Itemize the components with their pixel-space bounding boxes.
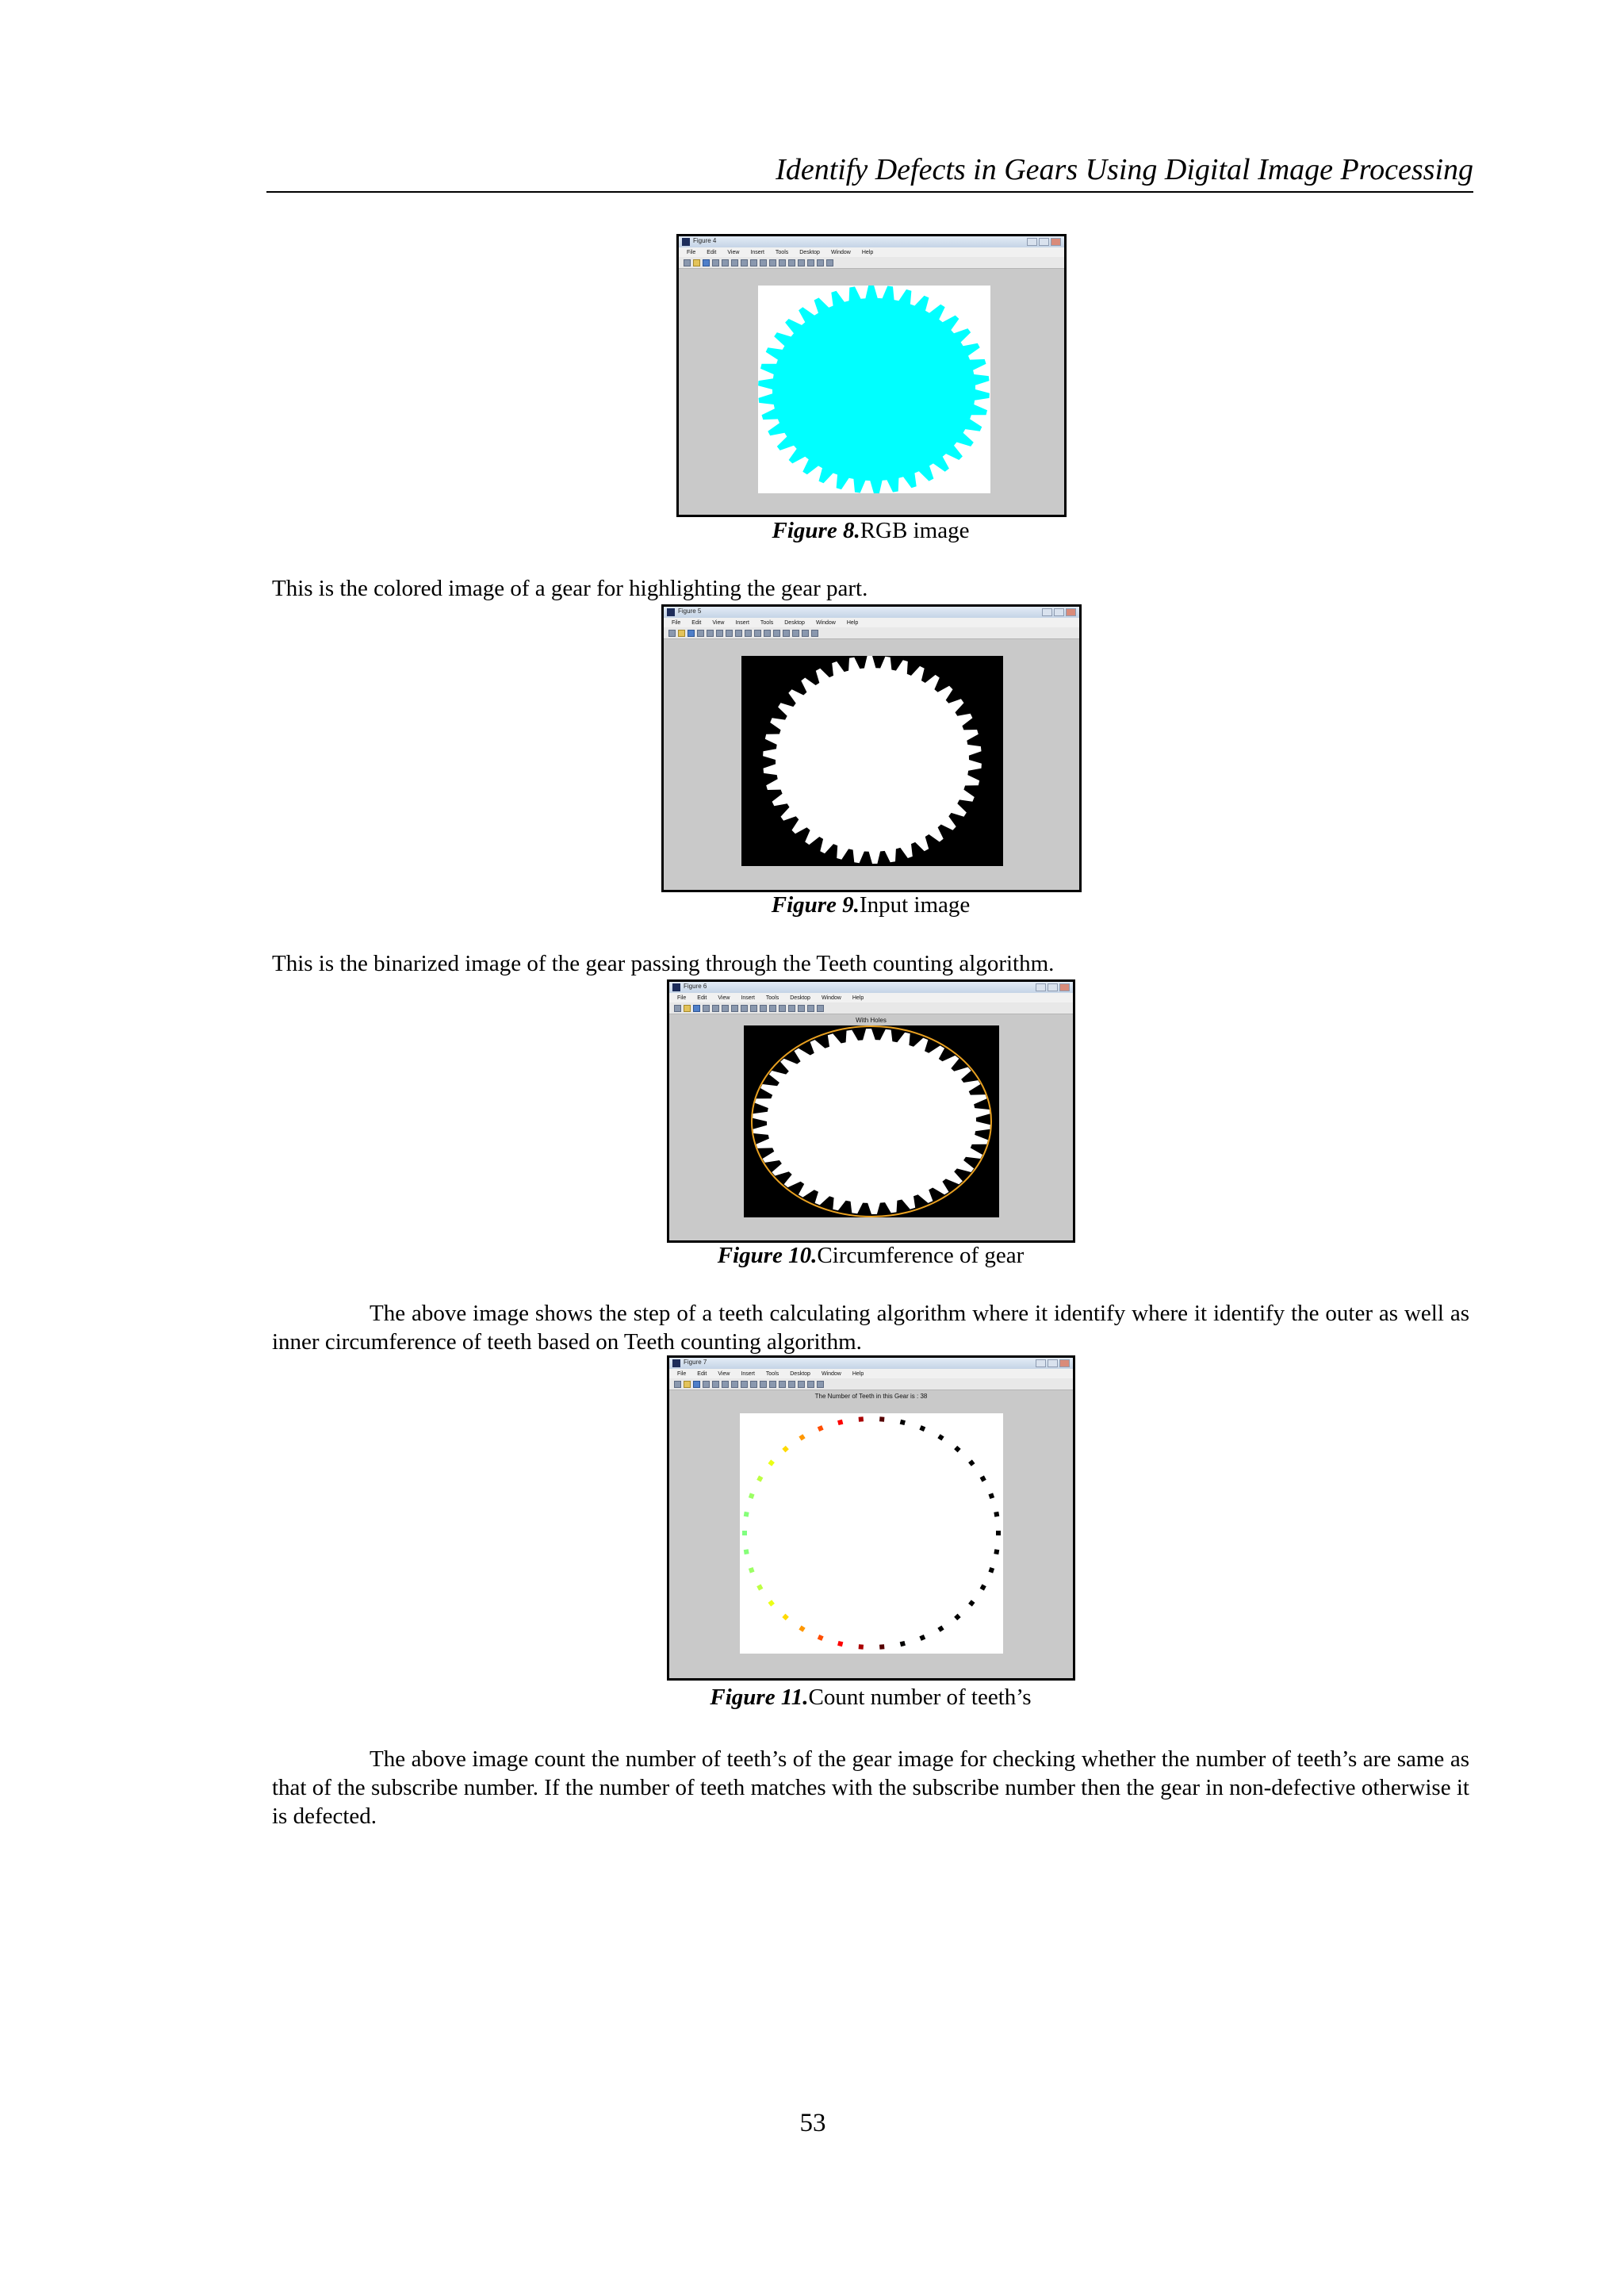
- open-folder-icon: [684, 1381, 691, 1388]
- figure-9-caption: [772, 892, 971, 918]
- hide-tools-icon: [807, 1005, 814, 1012]
- tooth-marker: [768, 1600, 774, 1606]
- gear-shape: [763, 656, 982, 864]
- rotate-icon: [760, 259, 767, 266]
- figure-10-gear: [744, 1025, 999, 1217]
- menu-help: Help: [846, 619, 859, 626]
- print-icon: [697, 630, 704, 637]
- menu-view: View: [718, 995, 730, 1001]
- tooth-marker: [818, 1425, 824, 1432]
- brush-icon: [764, 630, 771, 637]
- brush-icon: [769, 1381, 776, 1388]
- link-icon: [773, 630, 780, 637]
- tooth-marker: [782, 1614, 788, 1620]
- link-icon: [779, 1381, 786, 1388]
- link-icon: [779, 1005, 786, 1012]
- colorbar-icon: [783, 630, 790, 637]
- print-icon: [712, 259, 719, 266]
- tooth-marker: [996, 1531, 1001, 1535]
- save-icon: [688, 630, 695, 637]
- show-tools-icon: [826, 259, 833, 266]
- show-tools-icon: [817, 1005, 824, 1012]
- menu-file: File: [677, 995, 687, 1001]
- gear-shape: [758, 286, 990, 493]
- minimize-icon: [1027, 238, 1037, 246]
- header-rule: [266, 191, 1473, 193]
- paragraph-1: This is the colored image of a gear for highlighting the gear part.: [272, 576, 868, 601]
- open-folder-icon: [678, 630, 685, 637]
- zoom-in-icon: [731, 259, 738, 266]
- toolbar: [679, 257, 1064, 269]
- tooth-marker: [749, 1493, 755, 1499]
- figure-8-label: Figure 8.: [772, 518, 860, 543]
- menu-tools: Tools: [775, 249, 789, 255]
- open-folder-icon: [684, 1005, 691, 1012]
- tooth-marker: [980, 1584, 986, 1590]
- show-tools-icon: [817, 1381, 824, 1388]
- figure-9-window: [661, 604, 1082, 892]
- minimize-icon: [1042, 608, 1052, 616]
- legend-icon: [792, 630, 799, 637]
- menu-view: View: [718, 1370, 730, 1377]
- window-titlebar: [679, 236, 1064, 247]
- figure-11-caption: [710, 1685, 1031, 1711]
- tooth-marker: [954, 1446, 960, 1452]
- figure-8-window: [676, 234, 1067, 517]
- window-title: Figure 4: [693, 237, 717, 244]
- matlab-icon: [667, 608, 675, 616]
- matlab-icon: [672, 1359, 680, 1367]
- tooth-marker: [988, 1567, 994, 1573]
- menu-tools: Tools: [765, 1370, 779, 1377]
- brush-icon: [769, 1005, 776, 1012]
- menu-bar: [669, 993, 1073, 1002]
- menu-desktop: Desktop: [790, 995, 810, 1001]
- tooth-marker: [837, 1420, 843, 1425]
- menu-file: File: [687, 249, 696, 255]
- save-icon: [703, 259, 710, 266]
- menu-tools: Tools: [765, 995, 779, 1001]
- menu-bar: [669, 1369, 1073, 1378]
- menu-tools: Tools: [760, 619, 774, 626]
- tooth-marker: [744, 1549, 749, 1554]
- legend-icon: [807, 259, 814, 266]
- tooth-marker: [937, 1434, 944, 1440]
- tooth-marker: [988, 1493, 994, 1499]
- menu-file: File: [677, 1370, 687, 1377]
- rotate-icon: [750, 1381, 757, 1388]
- gear-shape: [753, 1029, 990, 1214]
- tooth-marker: [919, 1425, 925, 1432]
- tooth-marker: [837, 1641, 843, 1646]
- legend-icon: [798, 1381, 805, 1388]
- menu-file: File: [672, 619, 681, 626]
- figure-11-label: Figure 11.: [710, 1685, 809, 1710]
- pan-icon: [735, 630, 742, 637]
- menu-help: Help: [861, 249, 874, 255]
- menu-insert: Insert: [735, 619, 749, 626]
- tooth-marker: [818, 1635, 824, 1641]
- colorbar-icon: [788, 1005, 795, 1012]
- figure-8-axes: [758, 286, 990, 493]
- figure-10-caption-text: Circumference of gear: [817, 1243, 1025, 1268]
- tooth-marker: [994, 1512, 999, 1517]
- window-titlebar: [669, 1358, 1073, 1369]
- pointer-icon: [722, 259, 729, 266]
- zoom-in-icon: [716, 630, 723, 637]
- colorbar-icon: [788, 1381, 795, 1388]
- legend-icon: [798, 1005, 805, 1012]
- toolbar: [664, 627, 1079, 639]
- colorbar-icon: [798, 259, 805, 266]
- menu-help: Help: [852, 1370, 864, 1377]
- window-controls: [1027, 238, 1061, 246]
- figure-10-caption: [718, 1243, 1025, 1269]
- window-titlebar: [669, 982, 1073, 993]
- matlab-icon: [682, 238, 690, 246]
- save-icon: [693, 1381, 700, 1388]
- toolbar: [669, 1002, 1073, 1014]
- window-title: Figure 5: [678, 608, 702, 615]
- hide-tools-icon: [817, 259, 824, 266]
- data-cursor-icon: [754, 630, 761, 637]
- window-titlebar: [664, 607, 1079, 618]
- menu-window: Window: [821, 995, 841, 1001]
- tooth-marker: [799, 1434, 805, 1440]
- figure-9-axes: [741, 656, 1003, 866]
- menu-view: View: [727, 249, 740, 255]
- zoom-out-icon: [741, 259, 748, 266]
- tooth-marker: [919, 1635, 925, 1641]
- menu-window: Window: [815, 619, 836, 626]
- pointer-icon: [707, 630, 714, 637]
- figure-10-window: [667, 979, 1075, 1243]
- tooth-marker: [900, 1420, 906, 1425]
- pan-icon: [741, 1005, 748, 1012]
- menu-insert: Insert: [741, 1370, 755, 1377]
- tooth-marker: [879, 1644, 884, 1649]
- zoom-out-icon: [731, 1381, 738, 1388]
- window-controls: [1042, 608, 1076, 616]
- tooth-marker: [756, 1584, 763, 1590]
- print-icon: [703, 1381, 710, 1388]
- tooth-marker: [937, 1625, 944, 1631]
- close-icon: [1059, 983, 1070, 991]
- menu-bar: [664, 618, 1079, 627]
- tooth-marker: [954, 1614, 960, 1620]
- new-file-icon: [668, 630, 676, 637]
- menu-view: View: [712, 619, 725, 626]
- rotate-icon: [745, 630, 752, 637]
- hide-tools-icon: [807, 1381, 814, 1388]
- zoom-in-icon: [722, 1381, 729, 1388]
- tooth-marker: [768, 1459, 774, 1466]
- menu-bar: [679, 247, 1064, 257]
- figure-10-axes: [744, 1025, 999, 1217]
- show-tools-icon: [811, 630, 818, 637]
- menu-help: Help: [852, 995, 864, 1001]
- menu-desktop: Desktop: [790, 1370, 810, 1377]
- menu-edit: Edit: [707, 249, 717, 255]
- new-file-icon: [674, 1381, 681, 1388]
- figure-8-caption: [772, 518, 970, 544]
- tooth-marker: [782, 1446, 788, 1452]
- figure-9-label: Figure 9.: [771, 892, 860, 918]
- pointer-icon: [712, 1005, 719, 1012]
- menu-desktop: Desktop: [784, 619, 805, 626]
- maximize-icon: [1048, 1359, 1058, 1367]
- menu-edit: Edit: [697, 995, 707, 1001]
- window-controls: [1036, 983, 1070, 991]
- new-file-icon: [684, 259, 691, 266]
- zoom-out-icon: [731, 1005, 738, 1012]
- window-controls: [1036, 1359, 1070, 1367]
- maximize-icon: [1048, 983, 1058, 991]
- paragraph-3: The above image shows the step of a teeth calculating algorithm where it identify where it identify the outer as well as inner circumference of teeth based on Teeth counting algorithm.: [272, 1301, 1469, 1355]
- close-icon: [1059, 1359, 1070, 1367]
- window-title: Figure 6: [684, 983, 707, 990]
- menu-insert: Insert: [741, 995, 755, 1001]
- figure-11-window: [667, 1355, 1075, 1681]
- figure-11-plot-title: The Number of Teeth in this Gear is : 38: [814, 1393, 928, 1400]
- tooth-marker: [900, 1641, 906, 1646]
- data-cursor-icon: [760, 1005, 767, 1012]
- figure-11-caption-text: Count number of teeth’s: [808, 1685, 1032, 1710]
- matlab-icon: [672, 983, 680, 991]
- tooth-marker: [742, 1531, 747, 1535]
- new-file-icon: [674, 1005, 681, 1012]
- tooth-marker: [968, 1600, 975, 1606]
- figure-8-caption-text: RGB image: [860, 518, 970, 543]
- data-cursor-icon: [760, 1381, 767, 1388]
- pan-icon: [750, 259, 757, 266]
- tooth-marker: [968, 1459, 975, 1466]
- pan-icon: [741, 1381, 748, 1388]
- paragraph-4: The above image count the number of teeth’s of the gear image for checking whether the number of teeth’s are same as that of the subscribe number. If the number of teeth matches with the subscribe number then the gear in non-defective otherwise it is defected.: [272, 1746, 1469, 1829]
- menu-desktop: Desktop: [799, 249, 820, 255]
- page-number: 53: [799, 2109, 826, 2137]
- tooth-marker: [744, 1512, 749, 1517]
- figure-11-axes: [740, 1413, 1003, 1654]
- close-icon: [1051, 238, 1061, 246]
- data-cursor-icon: [769, 259, 776, 266]
- link-icon: [788, 259, 795, 266]
- tooth-marker: [994, 1549, 999, 1554]
- menu-window: Window: [821, 1370, 841, 1377]
- zoom-in-icon: [722, 1005, 729, 1012]
- menu-window: Window: [830, 249, 851, 255]
- brush-icon: [779, 259, 786, 266]
- tooth-marker: [749, 1567, 755, 1573]
- minimize-icon: [1036, 1359, 1046, 1367]
- print-icon: [703, 1005, 710, 1012]
- menu-edit: Edit: [697, 1370, 707, 1377]
- zoom-out-icon: [726, 630, 733, 637]
- maximize-icon: [1039, 238, 1049, 246]
- paragraph-2: This is the binarized image of the gear passing through the Teeth counting algorithm.: [272, 951, 1055, 976]
- menu-edit: Edit: [691, 619, 702, 626]
- open-folder-icon: [693, 259, 700, 266]
- tooth-marker: [799, 1625, 805, 1631]
- toolbar: [669, 1378, 1073, 1390]
- tooth-marker: [859, 1416, 864, 1421]
- figure-10-label: Figure 10.: [717, 1243, 818, 1268]
- page-header-title: Identify Defects in Gears Using Digital Image Processing: [776, 153, 1473, 186]
- window-title: Figure 7: [684, 1359, 707, 1366]
- save-icon: [693, 1005, 700, 1012]
- figure-9-caption-text: Input image: [859, 892, 971, 918]
- rotate-icon: [750, 1005, 757, 1012]
- hide-tools-icon: [802, 630, 809, 637]
- figure-11-teeth: [740, 1413, 1003, 1654]
- pointer-icon: [712, 1381, 719, 1388]
- minimize-icon: [1036, 983, 1046, 991]
- tooth-marker: [756, 1475, 763, 1481]
- close-icon: [1066, 608, 1076, 616]
- tooth-marker: [980, 1475, 986, 1481]
- tooth-marker: [879, 1416, 884, 1421]
- maximize-icon: [1054, 608, 1064, 616]
- tooth-marker: [859, 1644, 864, 1649]
- menu-insert: Insert: [750, 249, 764, 255]
- figure-8-gear: [758, 286, 990, 493]
- figure-10-plot-title: With Holes: [856, 1017, 887, 1024]
- figure-9-gear: [741, 656, 1003, 866]
